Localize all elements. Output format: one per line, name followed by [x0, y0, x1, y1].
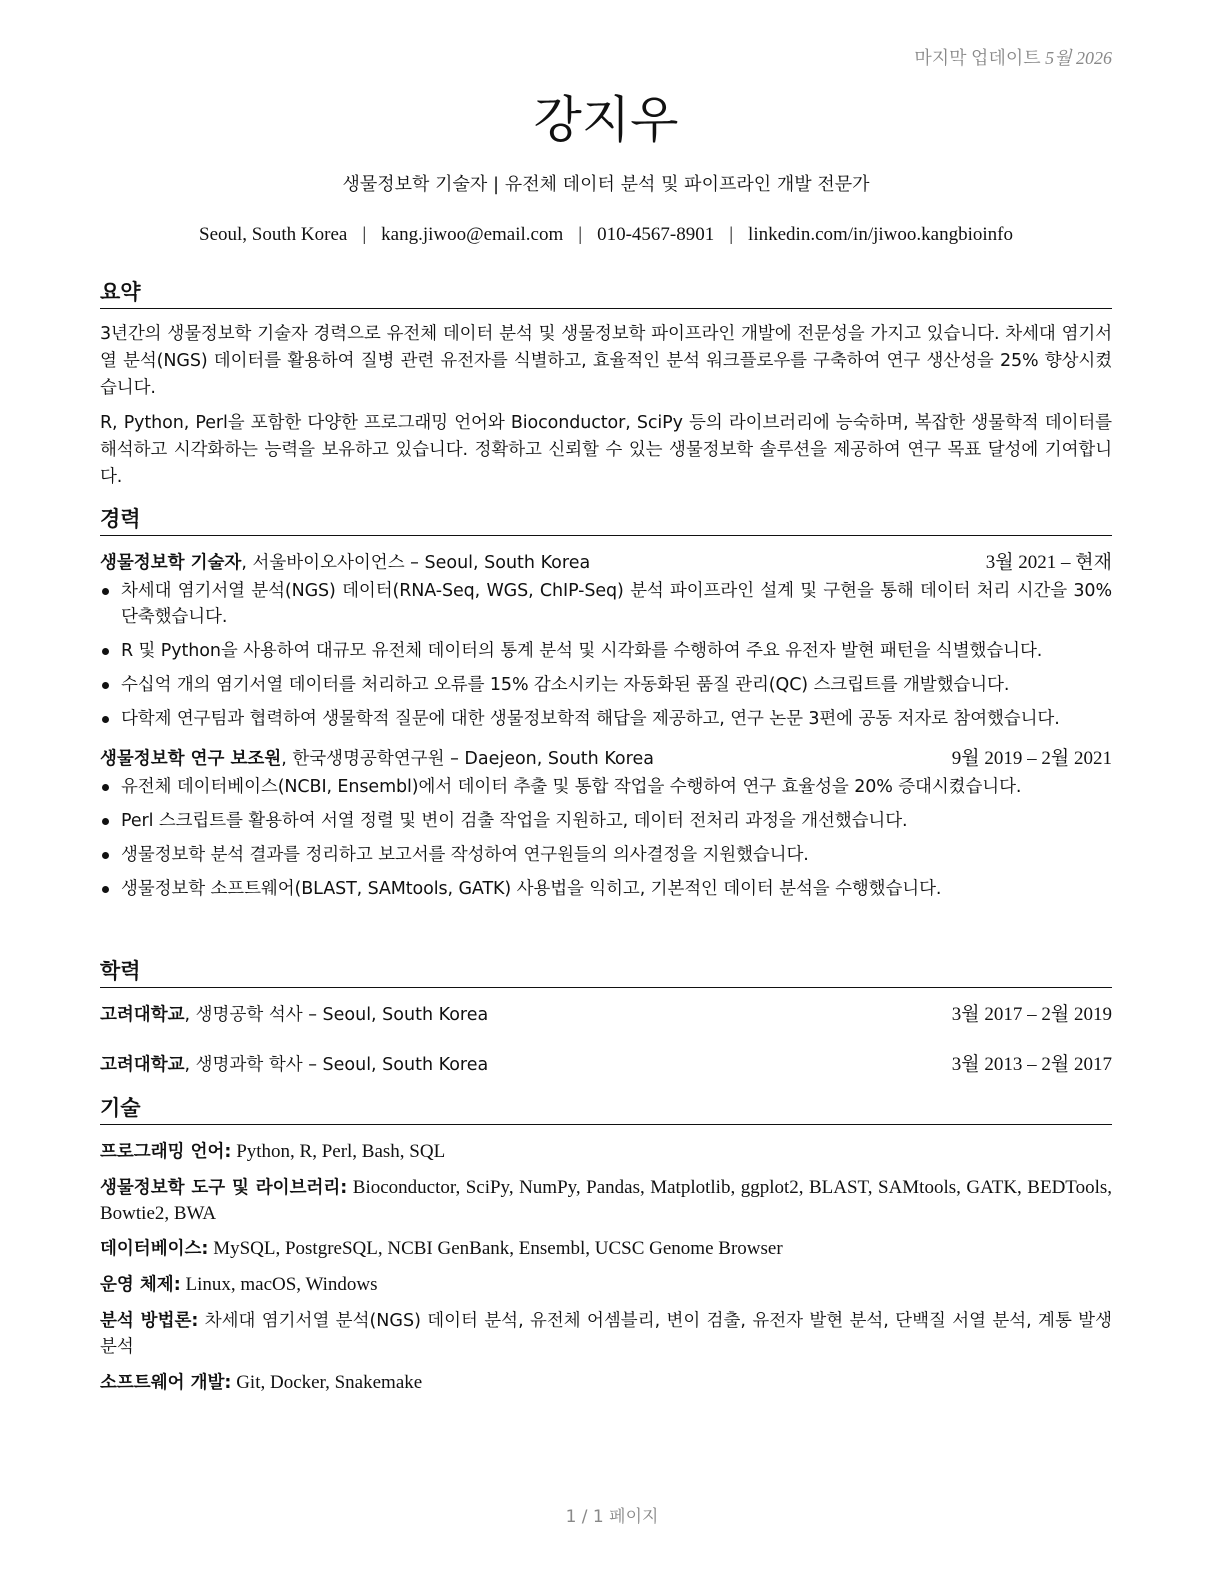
job-bullet: 차세대 염기서열 분석(NGS) 데이터(RNA-Seq, WGS, ChIP-Seq) 분석 파이프라인 설계 및 구현을 통해 데이터 처리 시간을 30% 단축했습니다. [100, 578, 1112, 630]
skill-row [100, 1139, 1112, 1165]
skill-label: 소프트웨어 개발: [100, 1373, 232, 1393]
summary-paragraph: 3년간의 생물정보학 기술자 경력으로 유전체 데이터 분석 및 생물정보학 파이프라인 개발에 전문성을 가지고 있습니다. 차세대 염기서열 분석(NGS) 데이터를 활용하여 질병 관련 유전자를 식별하고, 효율적인 분석 워크플로우를 구축하여 연구 생산성을 25% 향상시켰습니다. [100, 324, 1112, 398]
contact-phone: 010-4567-8901 [597, 224, 715, 245]
skill-value: Git, Docker, Snakemake [231, 1372, 423, 1393]
last-updated-label: 마지막 업데이트 [914, 48, 1041, 68]
skill-label: 데이터베이스: [100, 1239, 209, 1259]
skill-row [100, 1308, 1112, 1360]
job-header [100, 746, 1112, 772]
job-bullets [100, 578, 1112, 732]
job-entry [100, 550, 1112, 732]
job-header [100, 550, 1112, 576]
contact-line [100, 224, 1112, 246]
last-updated-date: 5월 2026 [1045, 48, 1112, 68]
contact-location: Seoul, South Korea [199, 224, 348, 245]
summary-section [100, 276, 1112, 491]
skill-row [100, 1370, 1112, 1396]
skills-list [100, 1139, 1112, 1396]
skill-value: MySQL, PostgreSQL, NCBI GenBank, Ensembl, UCSC Genome Browser [208, 1238, 783, 1259]
job-bullet: 생물정보학 소프트웨어(BLAST, SAMtools, GATK) 사용법을 익히고, 기본적인 데이터 분석을 수행했습니다. [100, 876, 1112, 902]
skill-value: Python, R, Perl, Bash, SQL [231, 1141, 446, 1162]
skill-row [100, 1236, 1112, 1262]
education-entry [100, 1052, 1112, 1078]
education-detail: , 생명공학 석사 – Seoul, South Korea [184, 1005, 489, 1025]
contact-separator: | [729, 224, 734, 245]
section-title-summary: 요약 [100, 276, 1112, 309]
summary-paragraph: R, Python, Perl을 포함한 다양한 프로그래밍 언어와 Bioconductor, SciPy 등의 라이브러리에 능숙하며, 복잡한 생물학적 데이터를 해석하고 시각화하는 능력을 보유하고 있습니다. 정확하고 신뢰할 수 있는 생물정보학 솔루션을 제공하여 연구 목표 달성에 기여합니다. [100, 413, 1112, 487]
job-bullet: 다학제 연구팀과 협력하여 생물학적 질문에 대한 생물정보학적 해답을 제공하고, 연구 논문 3편에 공동 저자로 참여했습니다. [100, 706, 1112, 732]
job-bullet: R 및 Python을 사용하여 대규모 유전체 데이터의 통계 분석 및 시각화를 수행하여 주요 유전자 발현 패턴을 식별했습니다. [100, 638, 1112, 664]
skills-section [100, 1092, 1112, 1406]
skill-row [100, 1175, 1112, 1226]
job-entry [100, 746, 1112, 902]
skill-label: 생물정보학 도구 및 라이브러리: [100, 1178, 348, 1198]
education-school: 고려대학교 [100, 1005, 185, 1025]
tagline: 생물정보학 기술자 | 유전체 데이터 분석 및 파이프라인 개발 전문가 [342, 174, 870, 195]
contact-separator: | [578, 224, 583, 245]
skill-value: 차세대 염기서열 분석(NGS) 데이터 분석, 유전체 어셈블리, 변이 검출, 유전자 발현 분석, 단백질 서열 분석, 계통 발생 분석 [100, 1311, 1112, 1357]
education-dates: 3월 2017 – 2월 2019 [951, 1004, 1112, 1025]
job-role: 생물정보학 연구 보조원 [100, 749, 282, 769]
education-school: 고려대학교 [100, 1055, 185, 1075]
job-organization: , 한국생명공학연구원 – Daejeon, South Korea [281, 749, 654, 769]
section-title-experience: 경력 [100, 503, 1112, 536]
job-bullet: 수십억 개의 염기서열 데이터를 처리하고 오류를 15% 감소시키는 자동화된 품질 관리(QC) 스크립트를 개발했습니다. [100, 672, 1112, 698]
job-role: 생물정보학 기술자 [100, 553, 242, 573]
skill-label: 프로그래밍 언어: [100, 1142, 232, 1162]
job-organization: , 서울바이오사이언스 – Seoul, South Korea [241, 553, 591, 573]
job-dates: 3월 2021 – 현재 [985, 552, 1112, 573]
last-updated [914, 44, 1112, 70]
candidate-name: 강지우 [533, 91, 679, 149]
contact-linkedin[interactable]: linkedin.com/in/jiwoo.kangbioinfo [748, 224, 1013, 245]
job-bullets [100, 774, 1112, 902]
skill-label: 운영 체제: [100, 1275, 181, 1295]
education-section [100, 955, 1112, 1078]
experience-section [100, 503, 1112, 910]
resume-page [100, 0, 1112, 1584]
job-dates: 9월 2019 – 2월 2021 [951, 748, 1112, 769]
contact-email[interactable]: kang.jiwoo@email.com [381, 224, 564, 245]
contact-separator: | [362, 224, 367, 245]
job-bullet: 유전체 데이터베이스(NCBI, Ensembl)에서 데이터 추출 및 통합 작업을 수행하여 연구 효율성을 20% 증대시켰습니다. [100, 774, 1112, 800]
education-entry [100, 1002, 1112, 1028]
job-bullet: Perl 스크립트를 활용하여 서열 정렬 및 변이 검출 작업을 지원하고, 데이터 전처리 과정을 개선했습니다. [100, 808, 1112, 834]
education-detail: , 생명과학 학사 – Seoul, South Korea [184, 1055, 489, 1075]
section-title-skills: 기술 [100, 1092, 1112, 1125]
skill-row [100, 1272, 1112, 1298]
section-title-education: 학력 [100, 955, 1112, 988]
skill-value: Linux, macOS, Windows [180, 1274, 378, 1295]
page-number: 1 / 1 페이지 [565, 1507, 659, 1527]
skill-value: Bioconductor, SciPy, NumPy, Pandas, Matplotlib, ggplot2, BLAST, SAMtools, GATK, BEDTools, Bowtie2, BWA [100, 1177, 1112, 1224]
education-dates: 3월 2013 – 2월 2017 [951, 1054, 1112, 1075]
skill-label: 분석 방법론: [100, 1311, 199, 1331]
job-bullet: 생물정보학 분석 결과를 정리하고 보고서를 작성하여 연구원들의 의사결정을 지원했습니다. [100, 842, 1112, 868]
